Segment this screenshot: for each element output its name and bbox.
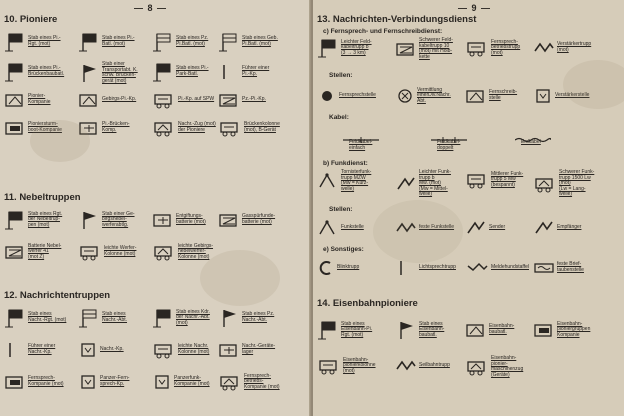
symbol-entry <box>533 258 584 278</box>
section-heading: 12. Nachrichtentruppen <box>4 290 111 301</box>
pennant-symbol-icon <box>78 63 100 83</box>
boxz-symbol-icon <box>4 242 26 262</box>
symbol-label: Führer einer Pi.-Kp. <box>242 65 270 77</box>
flagw-symbol-icon <box>218 32 240 52</box>
veh-symbol-icon <box>465 170 489 190</box>
symbol-label: Mittlerer Funk- trupp 5 Mw (bespannt) <box>491 170 524 188</box>
symbol-entry <box>317 218 364 238</box>
symbol-entry <box>465 320 514 340</box>
flag-symbol-icon <box>317 320 339 340</box>
symbol-entry <box>218 308 274 328</box>
symbol-label: Vermittlung einerDiv.Nachr. Abt. <box>417 86 451 104</box>
symbol-entry <box>78 62 138 84</box>
symbol-label: Stab eines Pi.- Park-Batl. <box>176 65 209 77</box>
symbol-entry <box>152 340 209 360</box>
symbol-label: Sender <box>489 224 506 231</box>
page-number: — 8 — <box>134 3 168 13</box>
subsection-label: Stellen: <box>329 206 353 213</box>
symbol-label: leichte Nachr. Kolonne (mot) <box>178 343 210 355</box>
symbol-entry <box>152 90 214 110</box>
section-heading: 14. Eisenbahnpioniere <box>317 298 418 309</box>
symbol-label: Panzerfunk- Kompanie (mot) <box>174 375 210 387</box>
symbol-label: Stab eines Kdr. der Nachr.-Abt. (mot) <box>176 308 210 326</box>
symbol-entry <box>533 86 589 106</box>
symbol-label: Batterie Nebel- werfer 41 (mot Z) <box>28 242 62 260</box>
symbol-label: Fernschreib- stelle <box>489 89 518 101</box>
symbol-entry <box>4 210 62 230</box>
subsection-label: Kabel: <box>329 114 349 121</box>
ant-symbol-icon <box>317 218 339 238</box>
pennant-symbol-icon <box>78 210 100 230</box>
symbol-label: Leichter Funk- trupp b Mw. (mot) (Mw = Mittel- welle) <box>419 169 451 198</box>
symbol-entry <box>395 356 450 376</box>
symbol-label: Eisenbahn- pionierkolonne (mot) <box>343 356 376 374</box>
symbol-entry <box>4 62 64 82</box>
symbol-label: Feldkabel- doppelt <box>437 139 461 151</box>
symbol-entry <box>317 170 371 192</box>
veh-symbol-icon <box>218 118 242 138</box>
symbol-entry <box>395 38 453 60</box>
boxb-symbol-icon <box>4 118 26 138</box>
symbol-entry <box>395 258 456 278</box>
symbol-entry <box>4 308 66 328</box>
veh-symbol-icon <box>78 242 102 262</box>
c-symbol-icon <box>317 258 335 278</box>
flag-symbol-icon <box>4 210 26 230</box>
symbol-label: Pz.-Pi.-Kp. <box>242 96 266 103</box>
right-page <box>313 0 624 416</box>
symbol-label: Pioniersturm- boot-Kompanie <box>28 121 62 133</box>
symbol-label: Funkstelle <box>341 224 364 231</box>
boxz-symbol-icon <box>395 39 417 59</box>
symbol-entry <box>4 340 55 360</box>
symbol-label: Nachr.-Geräte- lager <box>242 343 276 355</box>
veh2-symbol-icon <box>533 174 557 194</box>
veh-symbol-icon <box>152 340 176 360</box>
flag-symbol-icon <box>4 32 26 52</box>
symbol-label: Fernsprech- betriebstrupp (mot) <box>491 38 521 56</box>
cable-line-icon <box>431 130 467 136</box>
symbol-label: leichte Gebirgs- nebelwerfer- Kolonne (mot) <box>178 242 214 260</box>
line-symbol-icon <box>218 62 240 82</box>
symbol-label: Verstärkerstelle <box>555 92 590 99</box>
rec-symbol-icon <box>465 218 487 238</box>
symbol-entry <box>533 320 590 340</box>
symbol-label: Pi.-Brücken- Komp. <box>102 121 130 133</box>
veh2-symbol-icon <box>152 242 176 262</box>
symbol-label: Stab eines Pi.- Brückenbaubatl. <box>28 65 65 77</box>
symbol-label: Verstärkertrupp (mot) <box>557 41 592 53</box>
symbol-label: Seilbahntrupp <box>419 362 450 369</box>
ant-symbol-icon <box>317 171 339 191</box>
symbol-entry <box>78 372 129 392</box>
symbol-label: Stab eines Pi.- Rgt. (mot) <box>28 35 61 47</box>
symbol-entry <box>465 38 520 58</box>
subsection-label: c) Fernsprech- und Fernschreibdienst: <box>323 28 443 35</box>
tube-symbol-icon <box>533 258 555 278</box>
symbol-entry <box>317 86 376 106</box>
symbol-label: Brückenkolonne (mot), B-Gerät <box>244 121 280 133</box>
symbol-entry <box>4 32 61 52</box>
symbol-entry <box>218 210 275 230</box>
symbol-label: Stab eines Nachr.-Rgt. (mot) <box>28 311 67 323</box>
symbol-entry <box>4 372 64 392</box>
symbol-label: Pionier- Kompanie <box>28 93 51 105</box>
line-symbol-icon <box>4 340 26 360</box>
flagw-symbol-icon <box>78 308 100 328</box>
symbol-entry <box>78 340 124 360</box>
symbol-label: Stab eines Pi.- Batl. (mot) <box>102 35 135 47</box>
symbol-label: Panzer-Fern- sprech-Kp. <box>100 375 130 387</box>
boxz-symbol-icon <box>218 90 240 110</box>
circ-symbol-icon <box>317 86 337 106</box>
boxm-symbol-icon <box>465 320 487 340</box>
symbol-label: leichte Werfer- Kolonne (mot) <box>104 245 137 257</box>
symbol-entry <box>395 218 454 238</box>
boxm-symbol-icon <box>78 90 100 110</box>
sq-symbol-icon <box>78 340 98 360</box>
dog-symbol-icon <box>465 258 489 278</box>
boxr-symbol-icon <box>78 118 100 138</box>
section-heading: 11. Nebeltruppen <box>4 192 81 203</box>
zig-symbol-icon <box>395 356 417 376</box>
symbol-label: Eisenbahn- baubatl. <box>489 323 515 335</box>
symbol-label: Pi.-Kp. auf SPW <box>178 96 215 103</box>
symbol-entry <box>317 356 376 376</box>
symbol-label: Stab eines Rgt. der Nebeltrup- pen (mot) <box>28 210 63 228</box>
symbol-label: Führer einer Nachr.-Kp. <box>28 343 56 355</box>
symbol-entry <box>395 86 451 106</box>
symbol-entry <box>152 32 208 52</box>
symbol-entry <box>152 62 209 82</box>
symbol-entry <box>533 218 581 238</box>
page-number: — 9 — <box>458 3 492 13</box>
section-heading: 13. Nachrichten-Verbindungsdienst <box>317 14 477 25</box>
symbol-entry <box>317 38 372 58</box>
symbol-entry <box>4 242 61 262</box>
symbol-entry <box>152 210 206 230</box>
symbol-entry <box>218 32 278 52</box>
veh-symbol-icon <box>465 38 489 58</box>
symbol-label: Eisenbahn- pionier- maschinenzug (Geräte) <box>491 355 524 378</box>
symbol-entry <box>152 118 216 138</box>
symbol-label: Schwerer Feld- kabeltrupp 10 (mot) mit Holb- kette <box>419 37 453 60</box>
flag-symbol-icon <box>152 308 174 328</box>
veh2-symbol-icon <box>152 118 176 138</box>
symbol-label: Stab eines Eisenbahn- baubatl. <box>419 320 445 338</box>
symbol-entry <box>395 320 444 340</box>
subsection-label: b) Funkdienst: <box>323 160 368 167</box>
circo-symbol-icon <box>395 86 415 106</box>
symbol-label: Tornisterfunk- trupp MZW (Mw = Kurz- welle) <box>341 169 372 192</box>
symbol-label: Nachr.-Kp. <box>100 346 124 353</box>
veh-symbol-icon <box>152 90 176 110</box>
veh2-symbol-icon <box>218 372 242 392</box>
symbol-entry <box>465 218 505 238</box>
symbol-label: Stab eines Pz. Pi.Batl. (mot) <box>176 35 209 47</box>
symbol-label: Schwerer Funk- trupp 1500 Lw (mot) (Lw = Lang- welle) <box>559 169 595 198</box>
boxz-symbol-icon <box>218 210 240 230</box>
symbol-entry <box>465 86 517 106</box>
cable-line-icon <box>343 130 379 136</box>
sq-symbol-icon <box>152 372 172 392</box>
symbol-label: Stab einer Transportabt. K. schw. Brücken- gerät (mot) <box>102 61 138 84</box>
symbol-entry <box>533 38 591 58</box>
zig-symbol-icon <box>395 218 417 238</box>
symbol-label: Leichter Feld- kabeltrupp b (3 → 3 km) <box>341 38 372 56</box>
boxb-symbol-icon <box>533 320 555 340</box>
symbol-entry <box>78 308 127 328</box>
symbol-entry <box>218 372 280 392</box>
symbol-entry <box>78 210 135 230</box>
symbol-entry <box>218 90 266 110</box>
veh-symbol-icon <box>317 356 341 376</box>
symbol-label: Stab eines Pz. Nachr.-Abt. <box>242 311 275 323</box>
symbol-entry <box>218 340 275 360</box>
symbol-label: Fernsprechstelle <box>339 92 376 99</box>
symbol-entry <box>4 90 51 110</box>
symbol-label: Stab eines Eisenbahn-Pi. Rgt. (mot) <box>341 320 373 338</box>
left-page <box>0 0 311 416</box>
cable-line-icon <box>515 130 551 136</box>
pennant-symbol-icon <box>395 320 417 340</box>
zig-symbol-icon <box>533 38 555 58</box>
symbol-label: Entgiftungs- batterie (mot) <box>176 213 206 225</box>
sq-symbol-icon <box>78 372 98 392</box>
symbol-entry <box>465 258 529 278</box>
symbol-entry <box>317 320 372 340</box>
symbol-label: Nachr.-Zug (mot) der Pioniere <box>178 121 216 133</box>
sq-symbol-icon <box>533 86 553 106</box>
symbol-entry <box>4 118 62 138</box>
symbol-entry <box>317 258 359 278</box>
symbol-label: Meldehundstaffel <box>491 264 529 271</box>
symbol-entry <box>533 170 594 198</box>
section-heading: 10. Pioniere <box>4 14 58 25</box>
flag-symbol-icon <box>152 62 174 82</box>
flag-symbol-icon <box>4 308 26 328</box>
subsection-label: Stellen: <box>329 72 353 79</box>
flag-symbol-icon <box>78 32 100 52</box>
veh2-symbol-icon <box>465 357 489 377</box>
line-symbol-icon <box>395 258 417 278</box>
symbol-label: Stab eines Nachr.-Abt. <box>102 311 128 323</box>
rec-symbol-icon <box>533 218 555 238</box>
symbol-label: Stab einer Ge- birgsnebel- werferabtlg. <box>102 210 135 228</box>
flag-symbol-icon <box>4 62 26 82</box>
symbol-entry <box>152 308 210 328</box>
symbol-label: Blinktrupp <box>337 264 360 271</box>
symbol-label: Eisenbahn- pioniergruppen Kompanie <box>557 320 591 338</box>
symbol-entry <box>78 32 135 52</box>
symbol-label: Empfänger <box>557 224 582 231</box>
pennant-symbol-icon <box>218 308 240 328</box>
symbol-entry <box>152 242 213 262</box>
boxr-symbol-icon <box>218 340 240 360</box>
flagw-symbol-icon <box>152 32 174 52</box>
boxr-symbol-icon <box>152 210 174 230</box>
symbol-label: Stab eines Geb. Pi.Batl. (mot) <box>242 35 278 47</box>
symbol-label: Lichtsprechtrupp <box>419 264 456 271</box>
symbol-label: Erdkabel <box>521 139 541 145</box>
boxm-symbol-icon <box>4 90 26 110</box>
rec-symbol-icon <box>395 174 417 194</box>
symbol-label: feste Funkstelle <box>419 224 455 231</box>
symbol-entry <box>78 118 130 138</box>
symbol-label: Gasspürfunde- batterie (mot) <box>242 213 276 225</box>
symbol-label: feste Brief- taubenstelle <box>557 261 584 273</box>
symbol-entry <box>218 118 280 138</box>
symbol-entry <box>465 170 523 190</box>
symbol-label: Fernsprech- Kompanie (mot) <box>28 375 64 387</box>
symbol-entry <box>78 90 136 110</box>
symbol-entry <box>395 170 451 198</box>
symbol-entry <box>152 372 210 392</box>
symbol-label: Gebirgs-Pi.-Kp. <box>102 96 137 103</box>
symbol-label: Fernsprech- betriebs- Kompanie (mot) <box>244 372 280 390</box>
symbol-entry <box>465 356 523 378</box>
boxb-symbol-icon <box>4 372 26 392</box>
flag-symbol-icon <box>317 38 339 58</box>
symbol-entry <box>78 242 136 262</box>
boxm-symbol-icon <box>465 86 487 106</box>
subsection-label: e) Sonstiges: <box>323 246 364 253</box>
symbol-entry <box>218 62 269 82</box>
symbol-label: Feldkabel- einfach <box>349 139 373 151</box>
